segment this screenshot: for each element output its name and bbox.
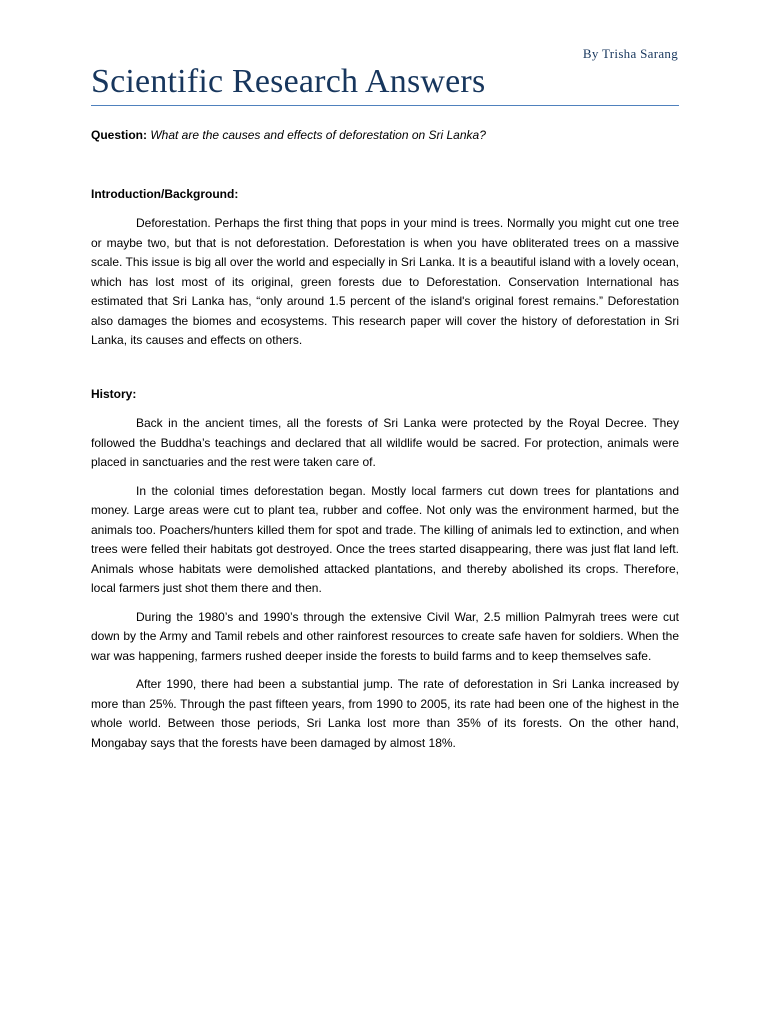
question-label: Question: [91, 128, 147, 142]
history-paragraph-civil-war: During the 1980’s and 1990’s through the extensive Civil War, 2.5 million Palmyrah trees were cut down by the Army and Tamil rebels and other rainforest resources to create safe haven for soldiers. When the war was happening, farmers rushed deeper inside the forests to build farms and to keep themselves safe. [91, 609, 679, 663]
history-paragraph-after-1990: After 1990, there had been a substantial jump. The rate of deforestation in Sri Lanka increased by more than 25%. Through the past fifteen years, from 1990 to 2005, its rate had been one of the highest in the whole world. Between those periods, Sri Lanka lost more than 35% of its forests. On the other hand, Mongabay says that the forests have been damaged by almost 18%. [91, 677, 679, 750]
introduction-paragraph: Deforestation. Perhaps the first thing that pops in your mind is trees. Normally you might cut one tree or maybe two, but that is not deforestation. Deforestation is when you have obliterated trees on a massive scale. This issue is big all over the world and especially in Sri Lanka. It is a beautiful island with a lovely ocean, which has lost most of its original, green forests due to Deforestation. Conservation International has estimated that Sri Lanka has, “only around 1.5 percent of the island's original forest remains.” Deforestation also damages the biomes and ecosystems. This research paper will cover the history of deforestation in Sri Lanka, its causes and effects on others. [91, 216, 679, 347]
introduction-heading: Introduction/Background: [91, 186, 239, 201]
history-paragraph-colonial: In the colonial times deforestation began. Mostly local farmers cut down trees for plantations and money. Large areas were cut to plant tea, rubber and coffee. Not only was the environment harmed, but the animals too. Poachers/hunters killed them for spot and trade. The killing of animals led to extinction, and when trees were felled their habitats got destroyed. Once the trees started disappearing, there was just flat land left. Animals whose habitats were demolished attacked plantations, and thereby abolished its crops. Therefore, local farmers just shot them there and then. [91, 483, 679, 595]
question-text: What are the causes and effects of deforestation on Sri Lanka? [150, 128, 486, 142]
document-body [91, 126, 679, 762]
research-question [91, 126, 679, 146]
history-paragraph-ancient: Back in the ancient times, all the forests of Sri Lanka were protected by the Royal Decree. They followed the Buddha’s teachings and declared that all wildlife would be sacred. For protection, animals were placed in sanctuaries and the rest were taken care of. [91, 416, 679, 469]
author-byline: By Trisha Sarang [582, 46, 678, 61]
document-title: Scientific Research Answers [91, 63, 486, 100]
history-heading: History: [91, 386, 137, 401]
title-underline-divider [91, 105, 679, 106]
